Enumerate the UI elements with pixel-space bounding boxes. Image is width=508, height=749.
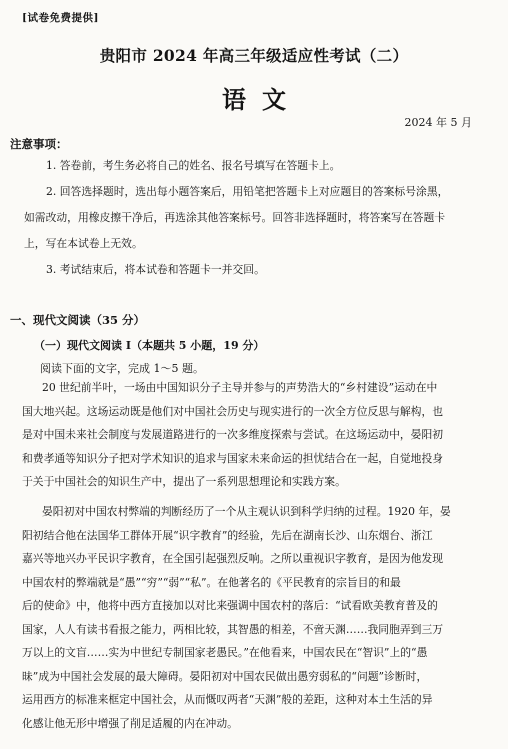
paragraph-line: 国家，人人有读书看报之能力，两相比较，其智愚的相差，不啻天渊……我同胞弄到三万 [22, 622, 444, 636]
notice-item-3: 3. 考试结束后，将本试卷和答题卡一并交回。 [46, 263, 265, 276]
paragraph-line: 运用西方的标准来框定中国社会，从而慨叹两者“天渊”般的差距，这种对本土生活的异 [22, 693, 433, 706]
paragraph-line: 后的使命》中，他将中西方直接加以对比来强调中国农村的落后：“试看欧美教育普及的 [22, 599, 438, 612]
paragraph-line: 昧”成为中国社会发展的最大障碍。晏阳初对中国农民做出愚穷弱私的“问题”诊断时， [22, 669, 428, 683]
notice-item-2-cont2: 上，写在本试卷上无效。 [24, 237, 143, 250]
notice-list [10, 153, 498, 283]
exam-title: 贵阳市 2024 年高三年级适应性考试（二） [99, 46, 409, 65]
notice-heading: 注意事项： [10, 137, 68, 151]
paragraph-line: 于关于中国社会的知识生产中，提出了一系列思想理论和实践方案。 [22, 475, 346, 488]
notice-item-2: 2. 回答选择题时，选出每小题答案后，用铅笔把答题卡上对应题目的答案标号涂黑， [46, 185, 449, 198]
paragraph-line: 万以上的文盲……实为中世纪专制国家老愚民。”在他看来，中国农民在“智识”上的“愚 [22, 646, 428, 659]
paragraph-line: 晏阳初对中国农村弊端的判断经历了一个从主观认识到科学归纳的过程。1920 年，晏 [42, 505, 451, 518]
paragraph-line: 是对中国未来社会制度与发展道路进行的一次多维度探索与尝试。在这场运动中，晏阳初 [22, 428, 444, 441]
notice-item-1: 1. 答卷前，考生务必将自己的姓名、报名号填写在答题卡上。 [46, 159, 341, 172]
paragraph-line: 国大地兴起。这场运动既是他们对中国社会历史与现实进行的一次全方位反思与解构，也 [22, 404, 444, 418]
reading-instruction: 阅读下面的文字，完成 1～5 题。 [40, 362, 204, 375]
paragraph-line: 嘉兴等地兴办平民识字教育，在全国引起强烈反响。之所以重视识字教育，是因为他发现 [22, 552, 444, 565]
notice-item-2-cont: 如需改动，用橡皮擦干净后，再选涂其他答案标号。回答非选择题时，将答案写在答题卡 [24, 211, 446, 224]
exam-date: 2024 年 5 月 [404, 116, 472, 129]
paragraph-2 [10, 500, 498, 735]
subsection-heading: （一）现代文阅读 I（本题共 5 小题，19 分） [34, 339, 265, 352]
paragraph-line: 20 世纪前半叶，一场由中国知识分子主导并参与的声势浩大的“乡村建设”运动在中 [42, 381, 438, 394]
section-heading: 一、现代文阅读（35 分） [10, 313, 146, 327]
subject-title: 语文 [222, 85, 302, 114]
paragraph-line: 阳初结合他在法国华工群体开展“识字教育”的经验，先后在湖南长沙、山东烟台、浙江 [22, 528, 433, 542]
paragraph-line: 和费孝通等知识分子把对学术知识的追求与国家未来命运的担忧结合在一起，自觉地投身 [22, 451, 444, 465]
header-tag: [试卷免费提供] [22, 12, 99, 24]
paragraph-line: 中国农村的弊端就是“愚”“穷”“弱”“私”。在他著名的《平民教育的宗旨目的和最 [22, 575, 401, 589]
paragraph-1 [10, 376, 498, 494]
paragraph-line: 化感让他无形中增强了削足适履的内在冲动。 [22, 716, 238, 730]
